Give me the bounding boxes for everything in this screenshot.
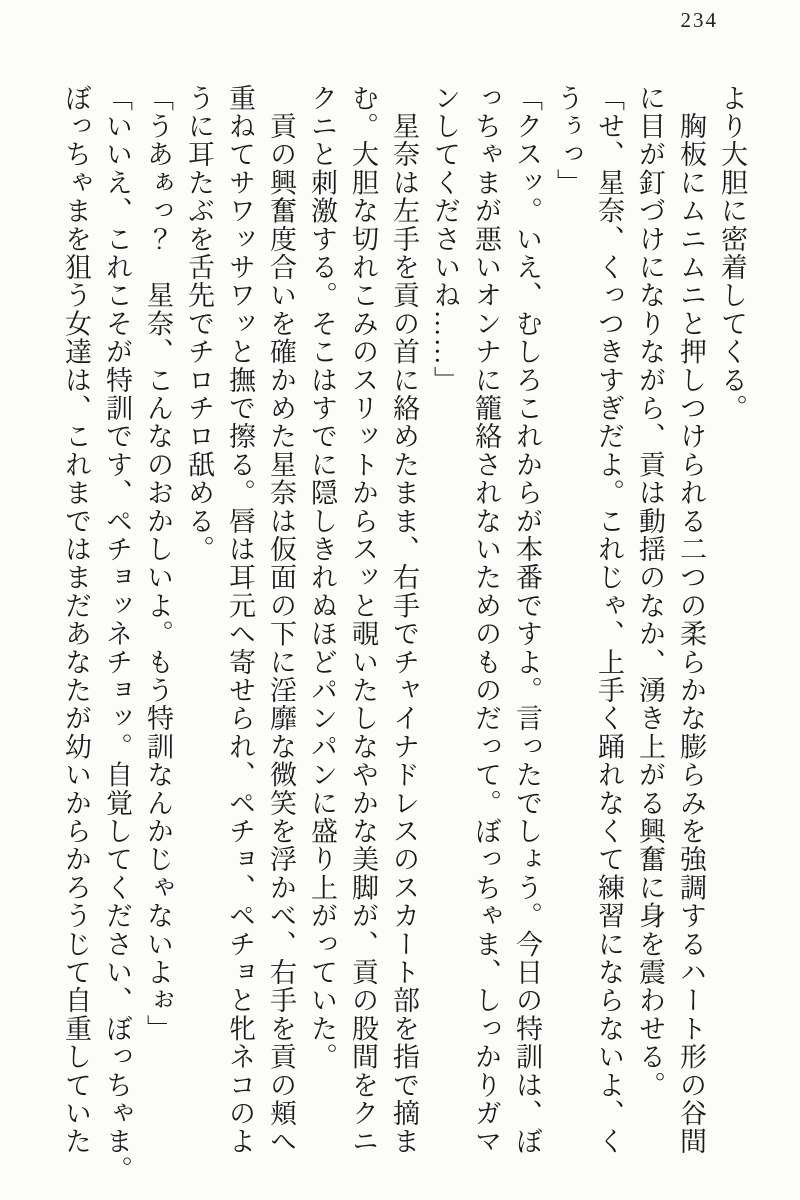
page-number: 234	[680, 8, 718, 32]
text-line: 「いいえ、これこそが特訓です、ペチョッネチョッ。自覚してください、ぼっちゃま。	[102, 84, 132, 1184]
text-line: 星奈は左手を貢の首に絡めたまま、右手でチャイナドレスのスカート部を指で摘ま	[389, 84, 419, 1156]
text-line: 胸板にムニムニと押しつけられる二つの柔らかな膨らみを強調するハート形の谷間	[676, 84, 706, 1156]
text-line: ぼっちゃまを狙う女達は、これまではまだあなたが幼いからかろうじて自重していた	[61, 84, 91, 1156]
text-line: 「うあぁっ？ 星奈、こんなのおかしいよ。もう特訓なんかじゃないよぉ」	[143, 84, 173, 1043]
text-line: より大胆に密着してくる。	[717, 84, 747, 423]
page-text	[55, 84, 752, 1184]
text-line: に目が釘づけになりながら、貢は動揺のなか、湧き上がる興奮に身を震わせる。	[635, 84, 665, 1100]
text-line: クニと刺激する。そこはすでに隠しきれぬほどパンパンに盛り上がっていた。	[307, 84, 337, 1071]
text-line: うに耳たぶを舌先でチロチロ舐める。	[184, 84, 214, 564]
text-line: ンしてくださいね……」	[430, 84, 460, 395]
text-line: うぅっ」	[553, 84, 583, 197]
text-line: 重ねてサワッサワッと撫で擦る。唇は耳元へ寄せられ、ペチョ、ペチョと牝ネコのよ	[225, 84, 255, 1156]
text-line: っちゃまが悪いオンナに籠絡されないためのものだって。ぼっちゃま、しっかりガマ	[471, 84, 501, 1156]
text-line: 「せ、星奈、くっつきすぎだよ。これじゃ、上手く踊れなくて練習にならないよ、く	[594, 84, 624, 1156]
text-line: 「クスッ。いえ、むしろこれからが本番ですよ。言ったでしょう。今日の特訓は、ぼ	[512, 84, 542, 1156]
text-line: 貢の興奮度合いを確かめた星奈は仮面の下に淫靡な微笑を浮かべ、右手を貢の頬へ	[266, 84, 296, 1156]
text-line: む。大胆な切れこみのスリットからスッと覗いたしなやかな美脚が、貢の股間をクニ	[348, 84, 378, 1156]
